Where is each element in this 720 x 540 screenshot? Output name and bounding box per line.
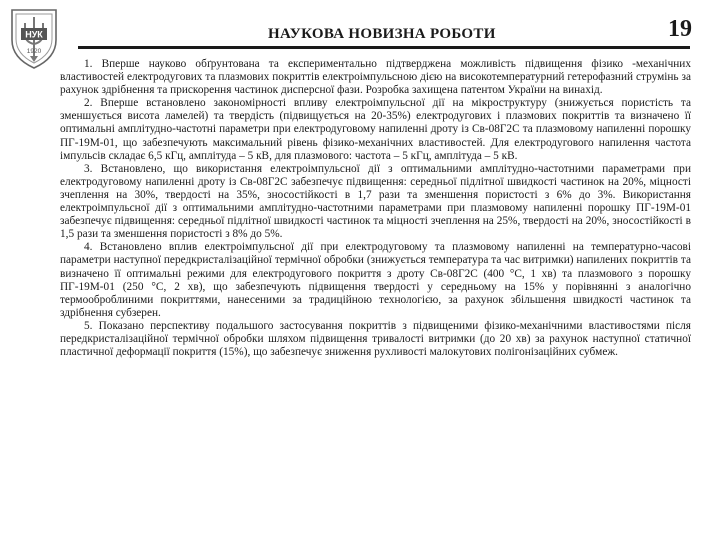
novelty-item-5: 5. Показано перспективу подальшого застосування покриттів з підвищеними фізико-механічними властивостями після передкристалізаційної термічної обробки шляхом підвищення тривалості витримки (до 20 хв) за рахунок наступної статичної пластичної деформації покриття (15%), що забезпечує зниження рухливості малокутових полігонізаційних субмеж.: [60, 319, 691, 359]
novelty-item-1: 1. Вперше науково обґрунтована та експериментально підтверджена можливість підвищення фізико -механічних властивостей електродугових та плазмових покриттів електроімпульсною дією на високотемпературний гетерофазний струмінь за рахунок здрібнення та прискорення частинок дисперсної фази. Розробка захищена патентом України на винахід.: [60, 58, 691, 97]
logo-text: НУК: [25, 29, 43, 40]
novelty-item-4: 4. Встановлено вплив електроімпульсної дії при електродуговому та плазмовому напиленні на температурно-часові параметри наступної передкристалізаційної термічної обробки (знижується температура та час витримки) напилених покриттів та визначено її оптимальні режими для електродугового покриття з дроту Св-08Г2С (400 °С, 1 хв) та плазмового з порошку ПГ-19М-01 (250 °С, 2 хв), що забезпечують підвищення твердості у середньому на 15% у порівнянні з аналогічно термооброблиними покриттями, нанесеними за традиційною технологією, за рахунок збільшення швидкості частинок та здрібнення субзерен.: [60, 241, 691, 319]
page-number: 19: [668, 16, 692, 42]
university-logo: [8, 6, 60, 70]
novelty-list: [60, 58, 691, 359]
page-title: НАУКОВА НОВИЗНА РОБОТИ: [268, 26, 496, 42]
novelty-item-3: 3. Встановлено, що використання електроімпульсної дії з оптимальними амплітудно-частотними параметрами при електродуговому напиленні дроту із Св-08Г2С забезпечує підвищення: середньої підлітної швидкості частинок на 20%, міцності зчеплення на 30%, твердості на 35%, зносостійкості в 1,7 рази та зменшення пористості з 6% до 3%. Використання електроімпульсної дії з оптимальними амплітудно-частотними параметрами при плазмовому напиленні порошку ПГ-19М-01 забезпечує підвищення: середньої підлітної швидкості частинок та міцності зчеплення на 25%, твердості на 20%, зносостійкості в 1,5 рази та зменшення пористості з 8% до 5%.: [60, 162, 691, 241]
logo-year: 1920: [26, 48, 42, 55]
novelty-item-2: 2. Вперше встановлено закономірності впливу електроімпульсної дії на мікроструктуру (знижується пористість та зменшується висота ламелей) та твердість (підвищується на 20-35%) електродугових і плазмових покриттів та визначено її оптимальні амплітудно-частотні параметри при електродуговому напиленні дроту із Св-08Г2С та плазмовому напиленні порошку ПГ-19М-01, що забезпечують максимальний рівень фізико-механічних властивостей. Для електродугового напилення частота імпульсів складає 6,5 кГц, амплітуда – 5 кВ, для плазмового: частота – 5 кГц, амплітуда – 5 кВ.: [60, 97, 691, 162]
header-rule: [78, 46, 690, 49]
